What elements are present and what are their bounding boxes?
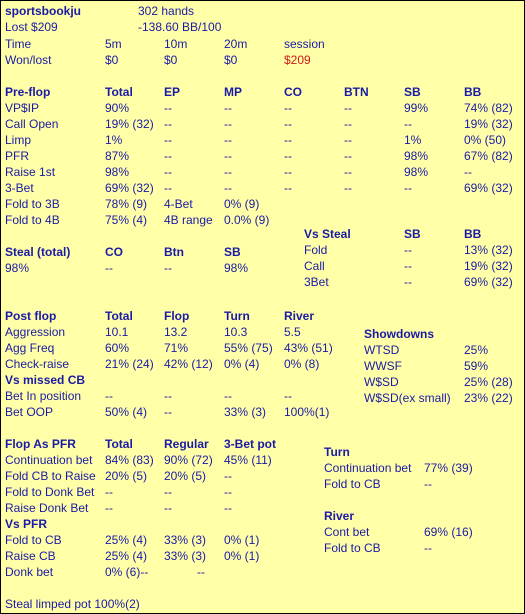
flop-pfr-row-label: Fold to Donk Bet (5, 485, 95, 499)
preflop-cell: -- (344, 117, 352, 131)
flop-pfr-cell: 90% (72) (164, 453, 213, 467)
vs-pfr-cell: 33% (3) (164, 549, 207, 563)
fold-to-3b-value: 78% (9) (105, 197, 148, 211)
postflop-col-river: River (284, 309, 315, 323)
postflop-row-label: Bet OOP (5, 405, 54, 419)
preflop-cell: 98% (105, 165, 130, 179)
flop-pfr-row-label: Raise Donk Bet (5, 501, 89, 515)
vs-steal-bb-value: 19% (32) (464, 259, 513, 273)
vs-steal-bb-value: 69% (32) (464, 275, 513, 289)
preflop-col-sb: SB (404, 85, 421, 99)
flop-pfr-cell: -- (164, 501, 172, 515)
flop-pfr-cell: 45% (11) (224, 453, 272, 467)
vs-pfr-row-label: Donk bet (5, 565, 54, 579)
showdown-label: W$SD (364, 375, 399, 389)
preflop-col-co: CO (284, 85, 302, 99)
river-row-label: Fold to CB (324, 541, 381, 555)
postflop-col-turn: Turn (224, 309, 250, 323)
preflop-cell: -- (284, 117, 292, 131)
preflop-cell: -- (164, 117, 172, 131)
river-row-value: 69% (16) (424, 525, 473, 539)
vs-pfr-cell: 25% (4) (105, 533, 148, 547)
steal-co-value: -- (105, 261, 113, 275)
steal-col-sb: SB (224, 245, 241, 259)
flop-pfr-cell: -- (224, 485, 232, 499)
period-session-value: $209 (284, 53, 311, 67)
vs-steal-bb-value: 13% (32) (464, 243, 513, 257)
steal-sb-value: 98% (224, 261, 249, 275)
postflop-cell: 43% (51) (284, 341, 333, 355)
preflop-cell: -- (224, 117, 232, 131)
period-10m-label: 10m (164, 37, 188, 51)
vs-missed-cb-title: Vs missed CB (5, 373, 86, 387)
preflop-cell: -- (344, 165, 352, 179)
period-20m-label: 20m (224, 37, 248, 51)
time-label: Time (5, 37, 32, 51)
river-row-label: Cont bet (324, 525, 370, 539)
postflop-cell: 50% (4) (105, 405, 148, 419)
four-bet-label: 4-Bet (164, 197, 193, 211)
preflop-col-ep: EP (164, 85, 181, 99)
vs-pfr-cell: -- (197, 565, 205, 579)
preflop-cell: -- (404, 117, 412, 131)
flop-pfr-col-total: Total (105, 437, 133, 451)
preflop-cell: -- (284, 133, 292, 147)
preflop-cell: -- (224, 101, 232, 115)
fold-to-4b-label: Fold to 4B (5, 213, 60, 227)
postflop-cell: 10.3 (224, 325, 248, 339)
vs-pfr-cell: 0% (1) (224, 533, 260, 547)
postflop-row-label: Bet In position (5, 389, 82, 403)
preflop-cell: -- (284, 181, 292, 195)
lost-amount: Lost $209 (5, 20, 58, 34)
preflop-col-mp: MP (224, 85, 242, 99)
flop-pfr-cell: 84% (83) (105, 453, 154, 467)
preflop-cell: -- (344, 101, 352, 115)
postflop-cell: -- (105, 389, 113, 403)
postflop-cell: -- (164, 405, 172, 419)
vs-pfr-title: Vs PFR (5, 517, 48, 531)
preflop-row-label: Limp (5, 133, 32, 147)
period-5m-value: $0 (105, 53, 119, 67)
postflop-cell: -- (164, 389, 172, 403)
steal-limped-pot: Steal limped pot 100%(2) (5, 597, 140, 611)
postflop-col-flop: Flop (164, 309, 190, 323)
preflop-cell: -- (164, 101, 172, 115)
showdown-value: 23% (22) (464, 391, 513, 405)
steal-btn-value: -- (164, 261, 172, 275)
vs-steal-sb-value: -- (404, 243, 412, 257)
preflop-cell: 74% (82) (464, 101, 513, 115)
postflop-cell: 71% (164, 341, 189, 355)
river-row-value: -- (424, 541, 432, 555)
hands-count: 302 hands (138, 4, 195, 18)
turn-row-value: 77% (39) (424, 461, 473, 475)
preflop-row-label: 3-Bet (5, 181, 34, 195)
steal-total-value: 98% (5, 261, 30, 275)
flop-pfr-row-label: Fold CB to Raise (5, 469, 96, 483)
player-name: sportsbookju (5, 4, 82, 18)
postflop-cell: -- (284, 389, 292, 403)
preflop-cell: 99% (404, 101, 429, 115)
preflop-cell: -- (164, 165, 172, 179)
flop-pfr-cell: -- (224, 469, 232, 483)
postflop-cell: 21% (24) (105, 357, 154, 371)
postflop-col-total: Total (105, 309, 133, 323)
preflop-cell: -- (224, 181, 232, 195)
postflop-cell: 60% (105, 341, 130, 355)
vs-steal-row-label: Call (304, 259, 325, 273)
preflop-col-bb: BB (464, 85, 482, 99)
flop-pfr-cell: 20% (5) (105, 469, 148, 483)
preflop-cell: 69% (32) (105, 181, 154, 195)
turn-row-label: Continuation bet (324, 461, 412, 475)
period-10m-value: $0 (164, 53, 178, 67)
flop-pfr-col-regular: Regular (164, 437, 209, 451)
preflop-cell: 87% (105, 149, 130, 163)
flop-pfr-cell: -- (224, 501, 232, 515)
flop-pfr-cell: -- (105, 485, 113, 499)
showdown-value: 59% (464, 359, 489, 373)
bb-per-100: -138.60 BB/100 (138, 20, 222, 34)
preflop-cell: -- (344, 181, 352, 195)
preflop-col-btn: BTN (344, 85, 369, 99)
flop-pfr-row-label: Continuation bet (5, 453, 93, 467)
steal-col-co: CO (105, 245, 123, 259)
preflop-row-label: Call Open (5, 117, 59, 131)
period-20m-value: $0 (224, 53, 238, 67)
preflop-cell: 90% (105, 101, 130, 115)
preflop-cell: -- (404, 181, 412, 195)
preflop-cell: -- (224, 133, 232, 147)
turn-title: Turn (324, 445, 350, 459)
preflop-cell: 98% (404, 149, 429, 163)
preflop-row-label: PFR (5, 149, 29, 163)
postflop-cell: 5.5 (284, 325, 301, 339)
flop-pfr-cell: -- (105, 501, 113, 515)
period-5m-label: 5m (105, 37, 122, 51)
vs-steal-row-label: 3Bet (304, 275, 329, 289)
postflop-cell: 100%(1) (284, 405, 330, 419)
four-bet-range-label: 4B range (164, 213, 213, 227)
showdowns-title: Showdowns (364, 327, 434, 341)
preflop-title: Pre-flop (5, 85, 51, 99)
preflop-cell: 98% (404, 165, 429, 179)
preflop-cell: 19% (32) (105, 117, 154, 131)
preflop-cell: -- (284, 101, 292, 115)
preflop-cell: -- (344, 133, 352, 147)
preflop-cell: -- (284, 165, 292, 179)
flop-pfr-col-3bet-pot: 3-Bet pot (224, 437, 276, 451)
fold-to-4b-value: 75% (4) (105, 213, 148, 227)
vs-pfr-cell: 0% (1) (224, 549, 260, 563)
flop-pfr-cell: -- (164, 485, 172, 499)
vs-pfr-row-label: Fold to CB (5, 533, 62, 547)
period-session-label: session (284, 37, 325, 51)
vs-pfr-cell: 33% (3) (164, 533, 207, 547)
showdown-label: WWSF (364, 359, 402, 373)
turn-row-value: -- (424, 477, 432, 491)
vs-steal-col-bb: BB (464, 227, 482, 241)
showdown-label: WTSD (364, 343, 400, 357)
preflop-cell: 69% (32) (464, 181, 513, 195)
postflop-cell: 33% (3) (224, 405, 267, 419)
flop-pfr-title: Flop As PFR (5, 437, 76, 451)
steal-total-title: Steal (total) (5, 245, 71, 259)
postflop-cell: 0% (8) (284, 357, 320, 371)
vs-pfr-row-label: Raise CB (5, 549, 56, 563)
vs-pfr-cell: 25% (4) (105, 549, 148, 563)
four-bet-value: 0% (9) (224, 197, 260, 211)
postflop-cell: 42% (12) (164, 357, 213, 371)
preflop-cell: 1% (105, 133, 123, 147)
preflop-row-label: Raise 1st (5, 165, 56, 179)
won-lost-label: Won/lost (5, 53, 52, 67)
postflop-row-label: Aggression (5, 325, 66, 339)
preflop-cell: 67% (82) (464, 149, 513, 163)
preflop-cell: -- (164, 149, 172, 163)
postflop-cell: 10.1 (105, 325, 129, 339)
preflop-cell: 19% (32) (464, 117, 513, 131)
showdown-value: 25% (464, 343, 489, 357)
postflop-row-label: Check-raise (5, 357, 70, 371)
vs-pfr-cell: 0% (6)-- (105, 565, 149, 579)
postflop-title: Post flop (5, 309, 57, 323)
vs-steal-sb-value: -- (404, 259, 412, 273)
preflop-cell: 0% (50) (464, 133, 507, 147)
preflop-cell: -- (164, 133, 172, 147)
showdown-value: 25% (28) (464, 375, 513, 389)
fold-to-3b-label: Fold to 3B (5, 197, 60, 211)
preflop-cell: 1% (404, 133, 422, 147)
preflop-col-total: Total (105, 85, 133, 99)
preflop-cell: -- (344, 149, 352, 163)
postflop-cell: 55% (75) (224, 341, 273, 355)
four-bet-range-value: 0.0% (9) (224, 213, 270, 227)
preflop-cell: -- (464, 165, 472, 179)
preflop-cell: -- (224, 165, 232, 179)
postflop-row-label: Agg Freq (5, 341, 55, 355)
steal-col-btn: Btn (164, 245, 184, 259)
vs-steal-sb-value: -- (404, 275, 412, 289)
postflop-cell: 0% (4) (224, 357, 260, 371)
preflop-row-label: VP$IP (5, 101, 40, 115)
preflop-cell: -- (284, 149, 292, 163)
postflop-cell: -- (224, 389, 232, 403)
showdown-label: W$SD(ex small) (364, 391, 451, 405)
turn-row-label: Fold to CB (324, 477, 381, 491)
vs-steal-row-label: Fold (304, 243, 328, 257)
flop-pfr-cell: 20% (5) (164, 469, 207, 483)
preflop-cell: -- (224, 149, 232, 163)
river-title: River (324, 509, 355, 523)
vs-steal-col-sb: SB (404, 227, 421, 241)
postflop-cell: 13.2 (164, 325, 188, 339)
vs-steal-title: Vs Steal (304, 227, 351, 241)
preflop-cell: -- (164, 181, 172, 195)
